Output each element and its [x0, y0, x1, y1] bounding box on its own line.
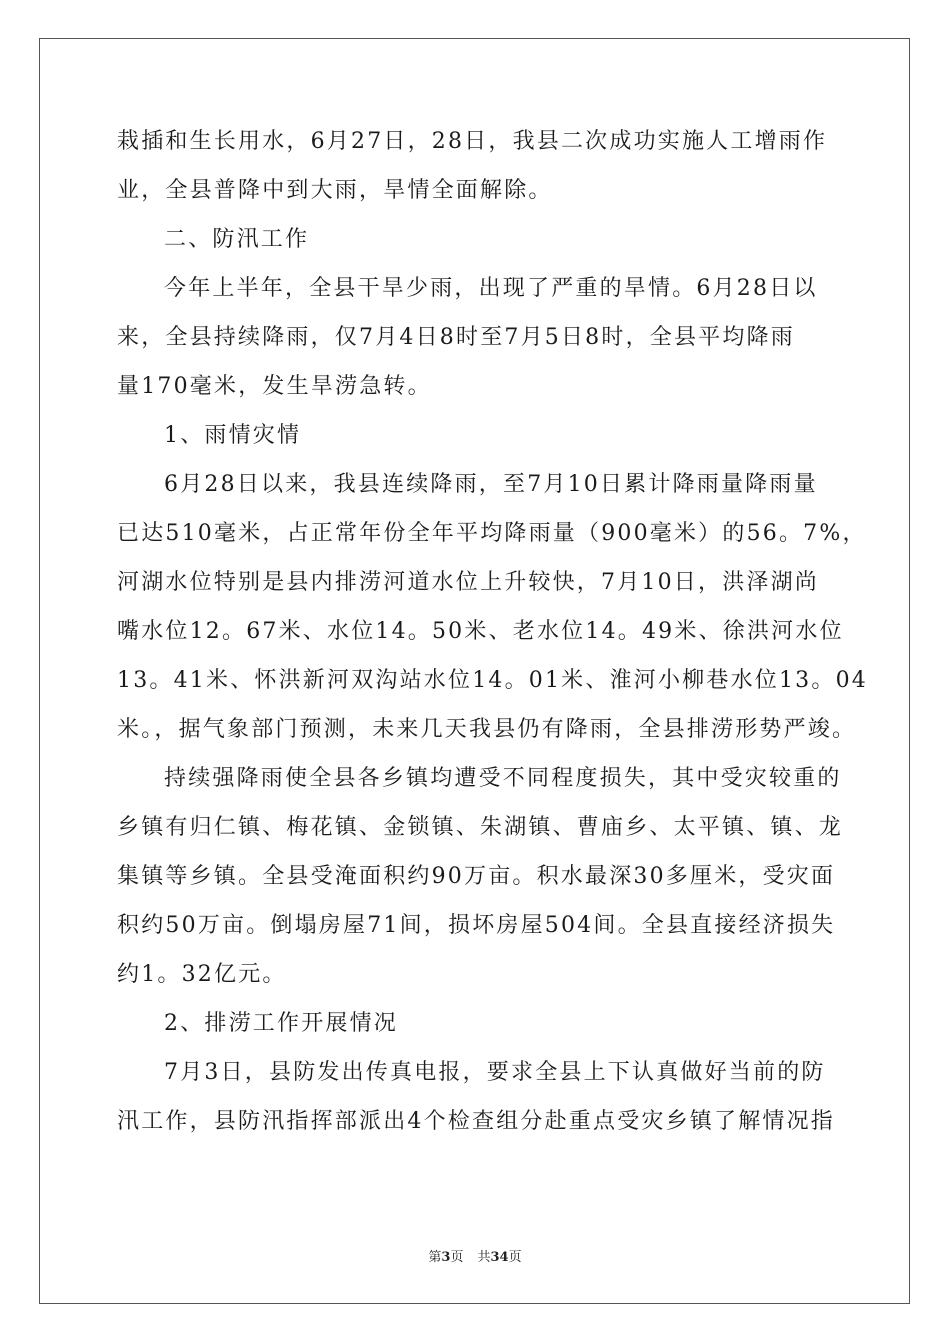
total-label-prefix: 共 — [477, 1250, 491, 1265]
text-line: 13。41米、怀洪新河双沟站水位14。01米、淮河小柳巷水位13。04 — [117, 668, 868, 693]
text-line: 积约50万亩。倒塌房屋71间，损坏房屋504间。全县直接经济损失 — [117, 913, 836, 938]
total-page-count: 34 — [490, 1250, 509, 1265]
section-heading: 二、防汛工作 — [164, 227, 310, 252]
text-line: 量170毫米，发生旱涝急转。 — [117, 374, 432, 399]
subsection-heading: 1、雨情灾情 — [164, 423, 302, 448]
page-label-prefix: 第 — [428, 1250, 442, 1265]
page-label-suffix: 页 — [450, 1250, 464, 1265]
paragraph-first-line: 7月3日，县防发出传真电报，要求全县上下认真做好当前的防 — [164, 1060, 826, 1085]
current-page-number: 3 — [441, 1250, 451, 1265]
text-line: 集镇等乡镇。全县受淹面积约90万亩。积水最深30多厘米，受灾面 — [117, 864, 836, 889]
page-footer — [0, 1246, 950, 1265]
text-line: 河湖水位特别是县内排涝河道水位上升较快，7月10日，洪泽湖尚 — [117, 570, 819, 595]
text-line: 米。，据气象部门预测，未来几天我县仍有降雨，全县排涝形势严竣。 — [117, 717, 857, 742]
text-line: 乡镇有归仁镇、梅花镇、金锁镇、朱湖镇、曹庙乡、太平镇、镇、龙 — [117, 815, 844, 840]
text-line: 已达510毫米，占正常年份全年平均降雨量（900毫米）的56。7%， — [117, 521, 867, 546]
text-line: 栽插和生长用水，6月27日，28日，我县二次成功实施人工增雨作 — [117, 129, 828, 154]
paragraph-first-line: 今年上半年，全县干旱少雨，出现了严重的旱情。6月28日以 — [164, 276, 818, 301]
text-line: 约1。32亿元。 — [117, 962, 287, 987]
paragraph-first-line: 6月28日以来，我县连续降雨，至7月10日累计降雨量降雨量 — [164, 472, 818, 497]
subsection-heading: 2、排涝工作开展情况 — [164, 1011, 398, 1036]
text-line: 汛工作，县防汛指挥部派出4个检查组分赴重点受灾乡镇了解情况指 — [117, 1109, 835, 1134]
text-line: 业，全县普降中到大雨，旱情全面解除。 — [117, 178, 553, 203]
paragraph-first-line: 持续强降雨使全县各乡镇均遭受不同程度损失，其中受灾较重的 — [164, 766, 842, 791]
text-line: 来，全县持续降雨，仅7月4日8时至7月5日8时，全县平均降雨 — [117, 325, 795, 350]
total-label-suffix: 页 — [508, 1250, 522, 1265]
text-line: 嘴水位12。67米、水位14。50米、老水位14。49米、徐洪河水位 — [117, 619, 844, 644]
